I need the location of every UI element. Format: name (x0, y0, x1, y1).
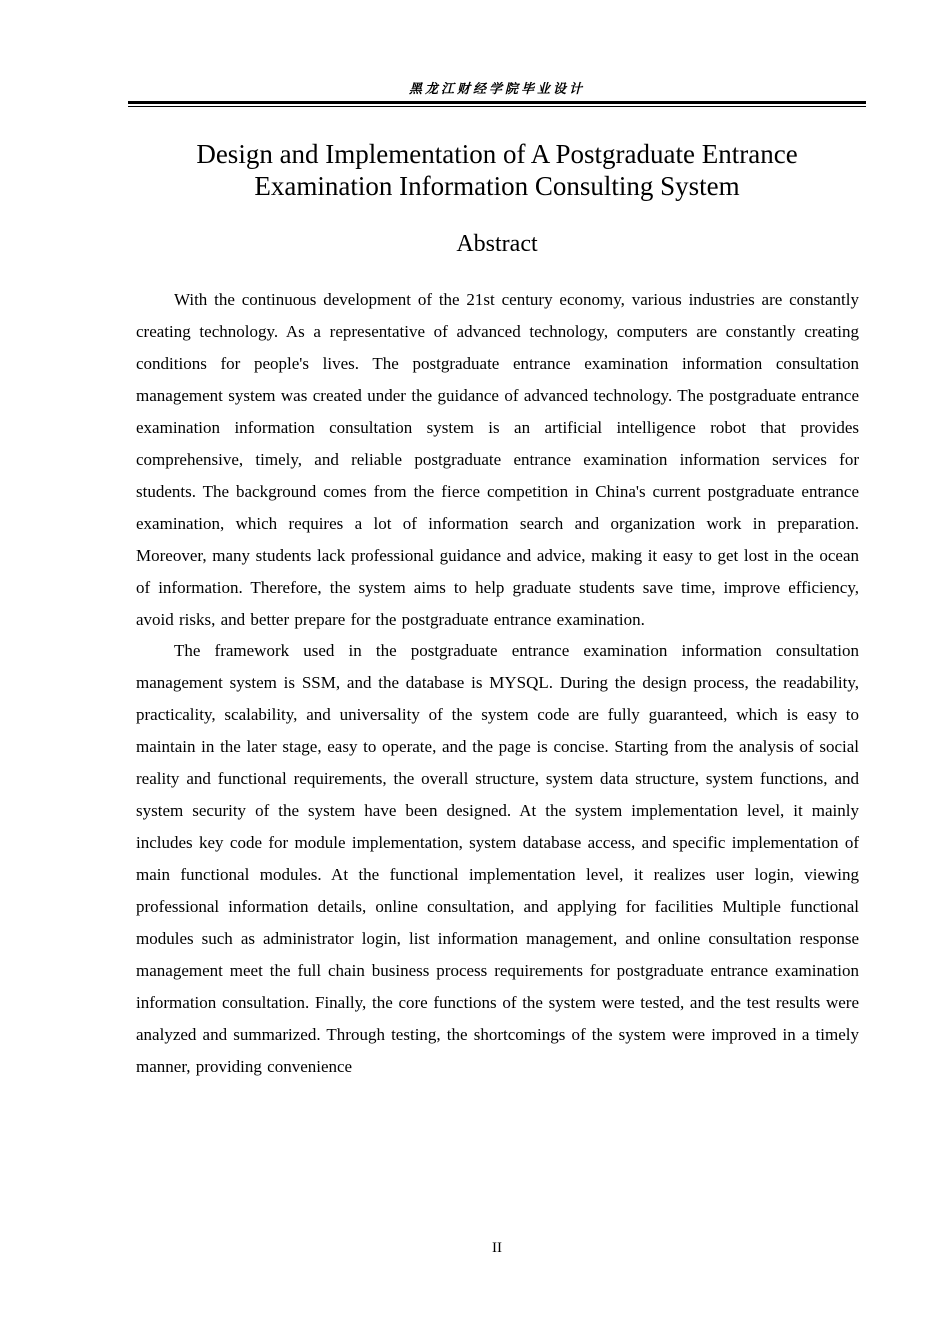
abstract-paragraph-1: With the continuous development of the 21st century economy, various industries are constantly creating technology. As a representative of advanced technology, computers are constantly creating conditions for people's lives. The postgraduate entrance examination information consultation management system was created under the guidance of advanced technology. The postgraduate entrance examination information consultation system is an artificial intelligence robot that provides comprehensive, timely, and reliable postgraduate entrance examination information services for students. The background comes from the fierce competition in China's current postgraduate entrance examination, which requires a lot of information search and organization work in preparation. Moreover, many students lack professional guidance and advice, making it easy to get lost in the ocean of information. Therefore, the system aims to help graduate students save time, improve efficiency, avoid risks, and better prepare for the postgraduate entrance examination. (136, 290, 859, 629)
header-rule-thin (128, 106, 866, 107)
page-number: II (492, 1240, 502, 1256)
header-rule-thick (128, 101, 866, 104)
title-line-1: Design and Implementation of A Postgraduate Entrance (196, 139, 798, 169)
abstract-paragraph-2: The framework used in the postgraduate entrance examination information consultation management system is SSM, and the database is MYSQL. During the design process, the readability, practicality, scalability, and universality of the system code are fully guaranteed, which is easy to maintain in the later stage, easy to operate, and the page is concise. Starting from the analysis of social reality and functional requirements, the overall structure, system data structure, system functions, and system security of the system have been designed. At the system implementation level, it mainly includes key code for module implementation, system database access, and specific implementation of main functional modules. At the functional implementation level, it realizes user login, viewing professional information details, online consultation, and applying for facilities Multiple functional modules such as administrator login, list information management, and online consultation response management meet the full chain business process requirements for postgraduate entrance examination information consultation. Finally, the core functions of the system were tested, and the test results were analyzed and summarized. Through testing, the shortcomings of the system were improved in a timely manner, providing convenience (136, 641, 859, 1076)
title-line-2: Examination Information Consulting System (254, 171, 740, 201)
running-header: 黑龙江财经学院毕业设计 (408, 82, 585, 97)
document-title (128, 138, 866, 202)
abstract-heading: Abstract (456, 231, 538, 257)
abstract-body (136, 284, 859, 1083)
